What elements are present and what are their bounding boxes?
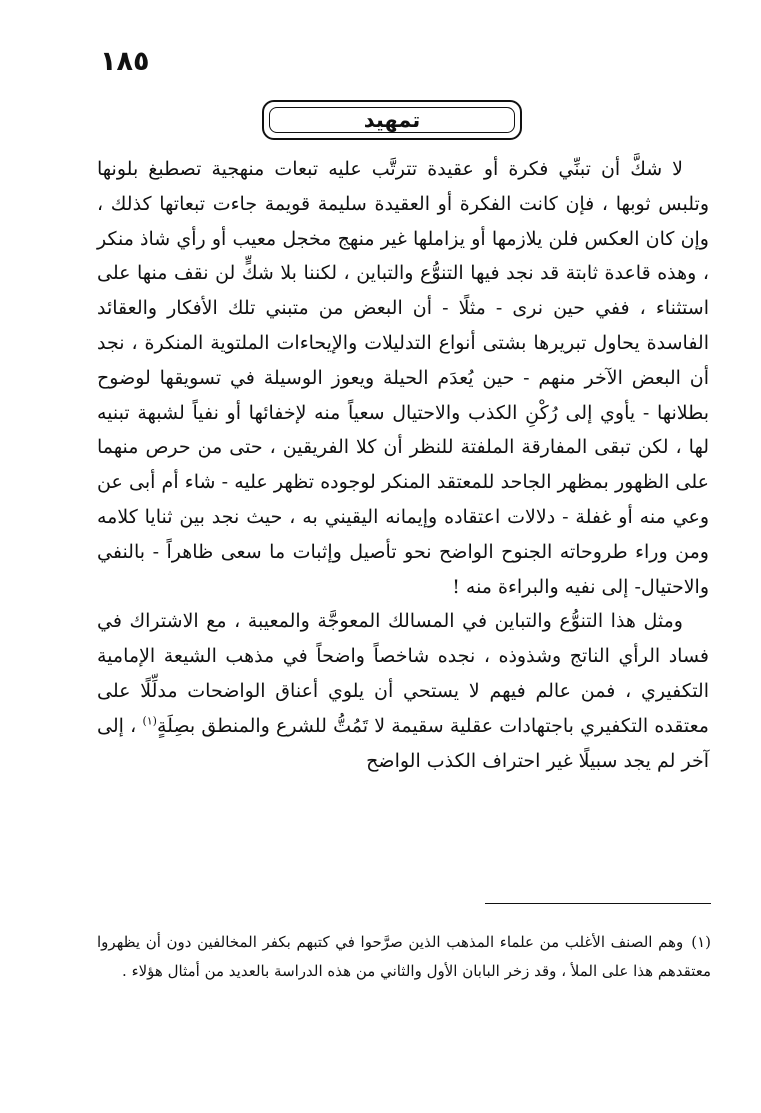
paragraph-1: لا شكَّ أن تبنِّي فكرة أو عقيدة تترتَّب عليه تبعات منهجية تصطبغ بلونها وتلبس ثوبها ، فإن كانت الفكرة أو العقيدة سليمة قويمة جاءت تبعاتها كذلك ، وإن كان العكس فلن يلازمها أو يزاملها غير منهج مخجل معيب أو رأي شاذ منكر ، وهذه قاعدة ثابتة قد نجد فيها التنوُّع والتباين ، لكننا بلا شكٍّ لن نقف منها على استثناء ، ففي حين نرى - مثلًا - أن البعض من متبني تلك الأفكار والعقائد الفاسدة يحاول تبريرها بشتى أنواع التدليلات والإيحاءات الملتوية المنكرة ، نجد أن البعض الآخر منهم - حين يُعدَم الحيلة ويعوز الوسيلة في تسويقها لوضوح بطلانها - يأوي إلى رُكْنِ الكذب والاحتيال سعياً منه لإخفائها أو نفياً لشبهة تبنيه لها ، لكن تبقى المفارقة الملفتة للنظر أن كلا الفريقين ، حتى من حرص منهما على الظهور بمظهر الجاحد للمعتقد المنكر لوجوده تظهر عليه - شاء أم أبى عن وعي منه أو غفلة - دلالات اعتقاده وإيمانه اليقيني به ، حيث نجد بين ثنايا كلامه ومن وراء طروحاته الجنوح الواضح نحو تأصيل وإثبات ما سعى ظاهراً - بالنفي والاحتيال- إلى نفيه والبراءة منه ! — [97, 158, 709, 598]
main-text — [97, 152, 709, 778]
page-title: تمهيد — [363, 108, 421, 132]
paragraph-2-continuation: ، إلى آخر لم يجد سبيلًا غير احتراف الكذب الواضح — [97, 714, 709, 772]
footnote-divider — [485, 903, 711, 904]
paragraph-2-text: ومثل هذا التنوُّع والتباين في المسالك المعوجَّة والمعيبة ، مع الاشتراك في فساد الرأي الناتج وشذوذه ، نجده شاخصاً واضحاً في مذهب الشيعة الإمامية التكفيري ، فمن عالم فيهم لا يستحي أن يلوي أعناق الواضحات مدلِّلًا على معتقده التكفيري باجتهادات عقلية سقيمة لا تَمُتُّ للشرع والمنطق بصِلَةٍ — [97, 610, 709, 737]
footnote-number: (١) — [691, 933, 711, 951]
footnote-reference: (١) — [142, 714, 157, 728]
paragraph-2 — [97, 604, 709, 778]
footnote-text: وهم الصنف الأغلب من علماء المذهب الذين صرَّحوا في كتبهم بكفر المخالفين دون أن يظهروا معتقدهم هذا على الملأ ، وقد زخر البابان الأول والثاني من هذه الدراسة بالعديد من أمثال هؤلاء . — [97, 933, 711, 980]
page-number: ١٨٥ — [100, 46, 150, 77]
title-frame — [262, 100, 522, 140]
footnote — [97, 928, 711, 986]
